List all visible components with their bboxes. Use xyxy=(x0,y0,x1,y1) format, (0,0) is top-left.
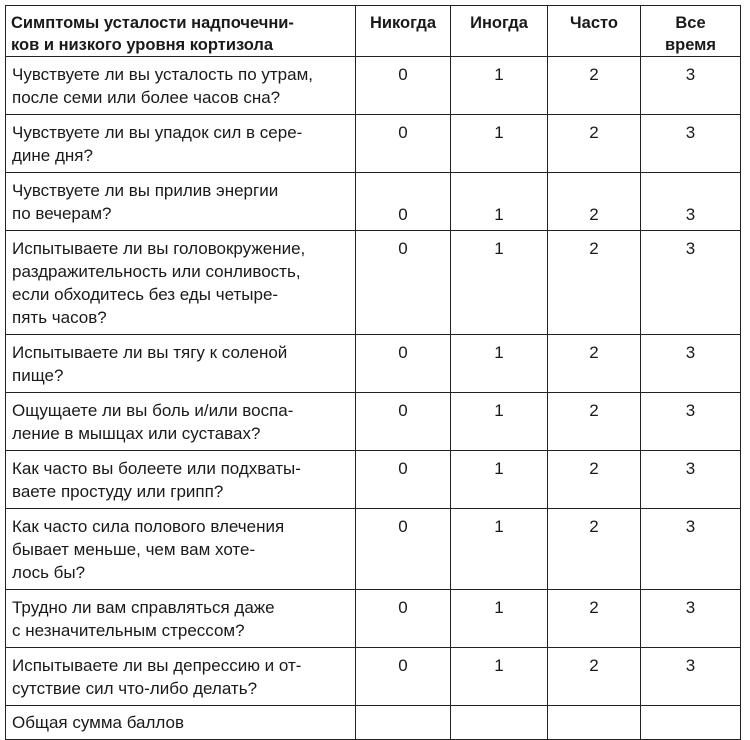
score-often: 2 xyxy=(548,57,641,115)
table-row xyxy=(6,231,741,335)
score-sometimes: 1 xyxy=(451,393,548,451)
score-never: 0 xyxy=(356,231,451,335)
total-row xyxy=(6,706,741,740)
score-always: 3 xyxy=(641,451,741,509)
total-often-cell xyxy=(548,706,641,740)
total-always-cell xyxy=(641,706,741,740)
score-sometimes: 1 xyxy=(451,451,548,509)
question-cell: Испытываете ли вы головокружение, раздражительность или сонливость, если обходитесь без еды четыре- пять часов? xyxy=(6,231,356,335)
score-often: 2 xyxy=(548,393,641,451)
score-often: 2 xyxy=(548,509,641,590)
header-symptoms: Симптомы усталости надпочечни- ков и низкого уровня кортизола xyxy=(6,6,356,57)
score-sometimes: 1 xyxy=(451,173,548,231)
score-never: 0 xyxy=(356,590,451,648)
question-cell: Чувствуете ли вы упадок сил в сере- дине дня? xyxy=(6,115,356,173)
score-often: 2 xyxy=(548,648,641,706)
score-often: 2 xyxy=(548,115,641,173)
score-always: 3 xyxy=(641,393,741,451)
score-always: 3 xyxy=(641,115,741,173)
header-never: Никогда xyxy=(356,6,451,57)
score-never: 0 xyxy=(356,57,451,115)
header-sometimes: Иногда xyxy=(451,6,548,57)
table-row xyxy=(6,648,741,706)
score-often: 2 xyxy=(548,590,641,648)
table-row xyxy=(6,590,741,648)
score-never: 0 xyxy=(356,173,451,231)
score-always: 3 xyxy=(641,173,741,231)
score-sometimes: 1 xyxy=(451,57,548,115)
question-cell: Ощущаете ли вы боль и/или воспа- ление в мышцах или суставах? xyxy=(6,393,356,451)
question-cell: Чувствуете ли вы усталость по утрам, после семи или более часов сна? xyxy=(6,57,356,115)
score-never: 0 xyxy=(356,648,451,706)
symptom-score-table xyxy=(5,5,741,740)
table-row xyxy=(6,173,741,231)
total-sometimes-cell xyxy=(451,706,548,740)
score-always: 3 xyxy=(641,231,741,335)
total-never-cell xyxy=(356,706,451,740)
table-row xyxy=(6,451,741,509)
question-cell: Как часто сила полового влечения бывает меньше, чем вам хоте- лось бы? xyxy=(6,509,356,590)
table-row xyxy=(6,57,741,115)
question-cell: Чувствуете ли вы прилив энергии по вечерам? xyxy=(6,173,356,231)
score-never: 0 xyxy=(356,451,451,509)
score-always: 3 xyxy=(641,335,741,393)
score-sometimes: 1 xyxy=(451,648,548,706)
score-sometimes: 1 xyxy=(451,231,548,335)
score-often: 2 xyxy=(548,451,641,509)
score-never: 0 xyxy=(356,115,451,173)
score-sometimes: 1 xyxy=(451,335,548,393)
score-always: 3 xyxy=(641,509,741,590)
score-sometimes: 1 xyxy=(451,590,548,648)
score-always: 3 xyxy=(641,648,741,706)
question-cell: Испытываете ли вы тягу к соленой пище? xyxy=(6,335,356,393)
score-never: 0 xyxy=(356,335,451,393)
header-often: Часто xyxy=(548,6,641,57)
score-never: 0 xyxy=(356,509,451,590)
score-never: 0 xyxy=(356,393,451,451)
score-sometimes: 1 xyxy=(451,509,548,590)
score-always: 3 xyxy=(641,57,741,115)
score-sometimes: 1 xyxy=(451,115,548,173)
header-always: Все время xyxy=(641,6,741,57)
score-often: 2 xyxy=(548,335,641,393)
table-row xyxy=(6,393,741,451)
total-label: Общая сумма баллов xyxy=(6,706,356,740)
score-often: 2 xyxy=(548,231,641,335)
table-row xyxy=(6,509,741,590)
table-row xyxy=(6,335,741,393)
header-row xyxy=(6,6,741,57)
question-cell: Испытываете ли вы депрессию и от- сутствие сил что-либо делать? xyxy=(6,648,356,706)
score-often: 2 xyxy=(548,173,641,231)
question-cell: Трудно ли вам справляться даже с незначительным стрессом? xyxy=(6,590,356,648)
question-cell: Как часто вы болеете или подхваты- ваете простуду или грипп? xyxy=(6,451,356,509)
table-row xyxy=(6,115,741,173)
score-always: 3 xyxy=(641,590,741,648)
